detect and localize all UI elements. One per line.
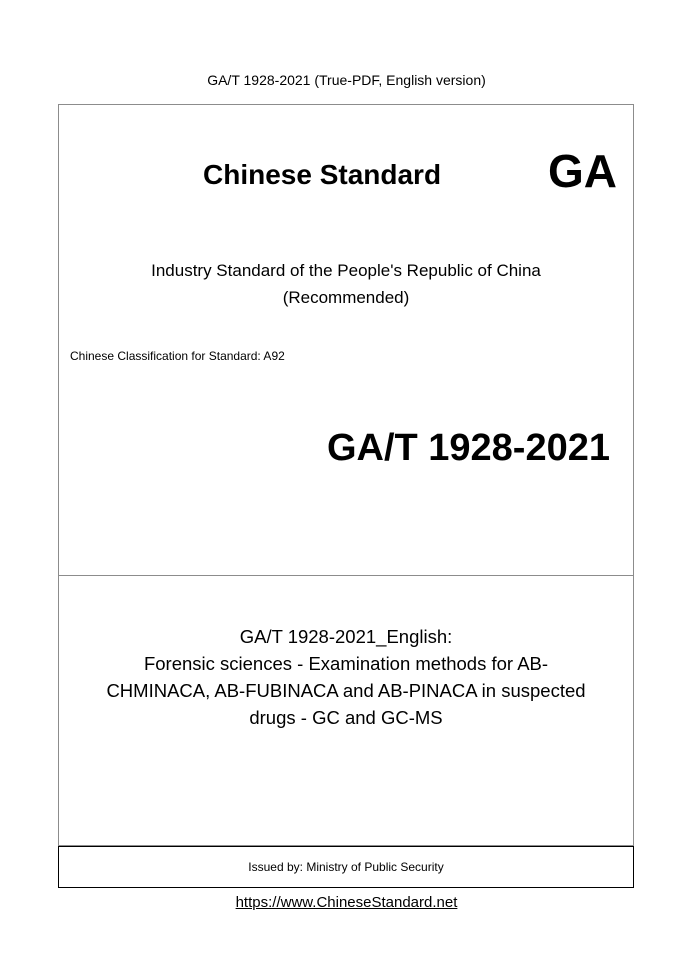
issued-by-label: Issued by: Ministry of Public Security [248,860,444,874]
cover-frame [58,104,634,846]
full-title-line: drugs - GC and GC-MS [249,707,443,728]
full-title-line: CHMINACA, AB-FUBINACA and AB-PINACA in suspected [106,680,586,701]
full-title-line: GA/T 1928-2021_English: [239,626,453,647]
document-full-title [59,623,633,731]
subtitle-line: Industry Standard of the People's Republic of China [151,261,541,280]
standard-title: Chinese Standard [203,159,442,190]
standard-code-mark: GA [548,145,617,197]
document-number: GA/T 1928-2021 [326,427,610,469]
issued-by-box [58,846,634,888]
website-link[interactable]: https://www.ChineseStandard.net [235,894,458,911]
section-divider [59,575,633,576]
subtitle-line: (Recommended) [282,288,410,307]
classification-label: Chinese Classification for Standard: A92 [70,349,285,363]
full-title-line: Forensic sciences - Examination methods for AB- [143,653,549,674]
page-header: GA/T 1928-2021 (True-PDF, English version) [207,72,486,88]
standard-subtitle [59,257,633,311]
